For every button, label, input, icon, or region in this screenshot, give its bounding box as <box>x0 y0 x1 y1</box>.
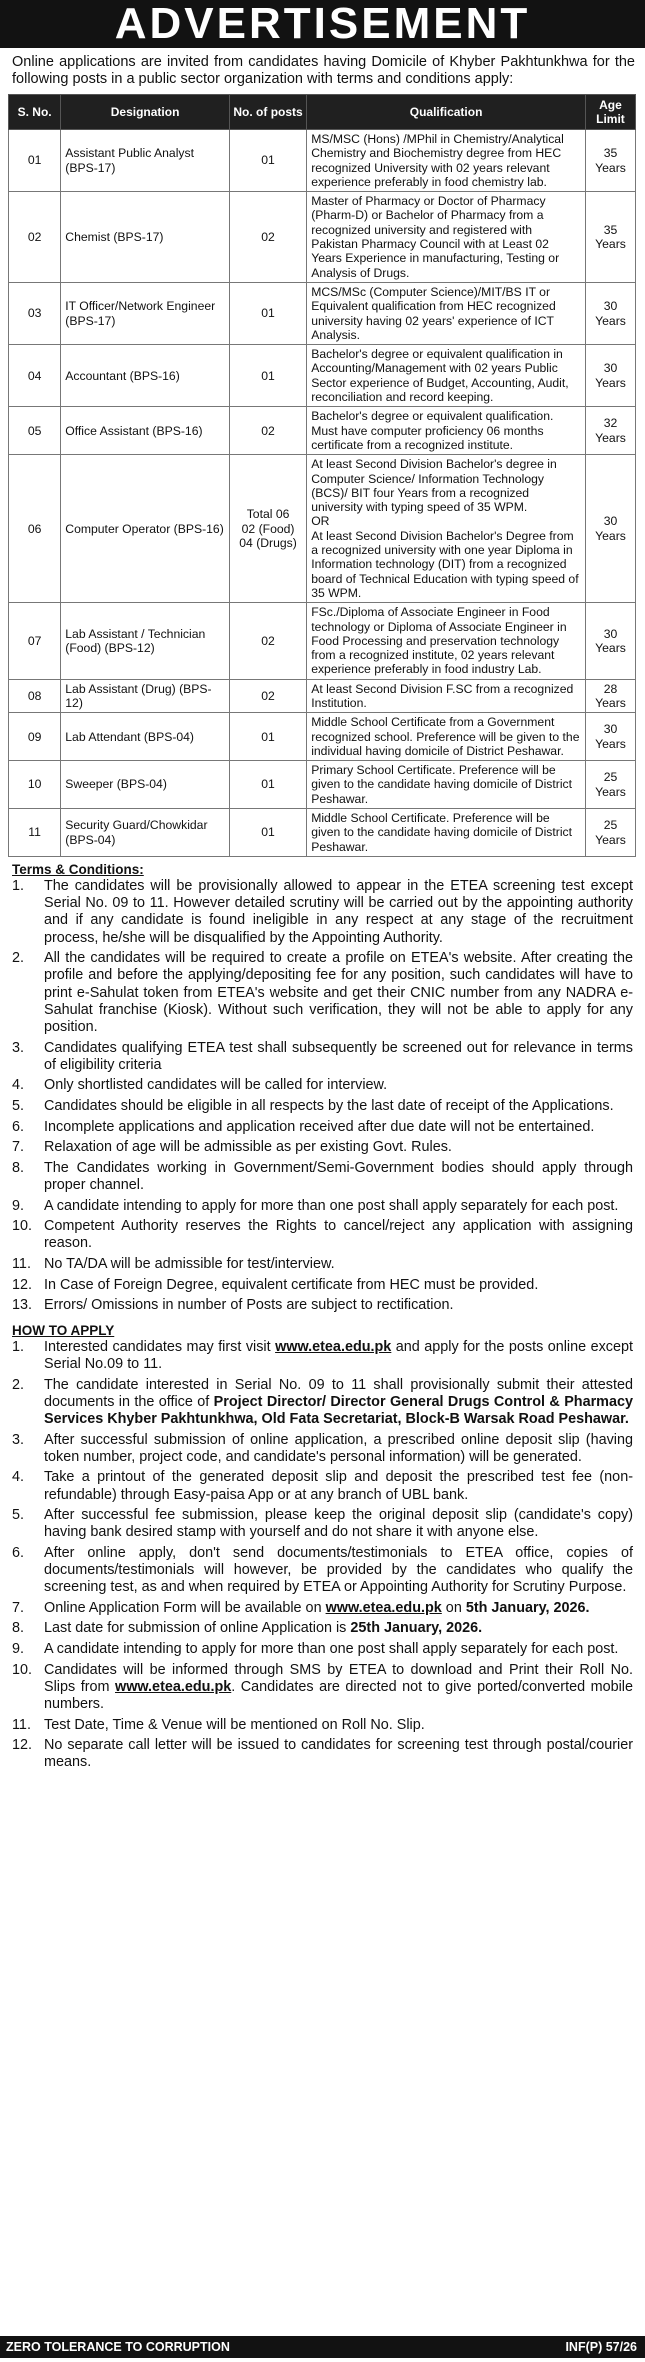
cell-qualification: At least Second Division Bachelor's degree in Computer Science/ Information Technology (BCS)/ BIT four Years from a recognized university with typing speed of 35 WPM. OR At least Second Division Bachelor's Degree from a recognized university with one year Diploma in Information technology (DIT) from a recognized board of Technical Education with typing speed of 35 WPM. <box>307 455 586 603</box>
clause-text: In Case of Foreign Degree, equivalent certificate from HEC must be provided. <box>44 1276 539 1293</box>
cell-posts: 02 <box>229 192 306 283</box>
table-row <box>9 679 636 713</box>
cell-qualification: Middle School Certificate. Preference will be given to the candidate having domicile of District Peshawar. <box>307 809 586 857</box>
header-posts: No. of posts <box>229 95 306 130</box>
list-item: 6. After online apply, don't send documents/testimonials to ETEA office, copies of documents/testimonials will however, be provided by the candidates who qualify the screening test, as and when required by ETEA or Appointing Authority for Scrutiny Purpose. <box>12 1544 633 1596</box>
cell-designation: Computer Operator (BPS-16) <box>61 455 230 603</box>
advertisement-title: ADVERTISEMENT <box>0 0 645 48</box>
terms-list <box>0 878 645 1314</box>
footer-ref-number: INF(P) 57/26 <box>565 2340 637 2354</box>
clause-text: Errors/ Omissions in number of Posts are subject to rectification. <box>44 1297 454 1314</box>
list-item <box>12 1160 633 1194</box>
cell-sno: 06 <box>9 455 61 603</box>
cell-posts: 02 <box>229 603 306 679</box>
list-item <box>12 1119 633 1136</box>
list-item <box>12 1139 633 1156</box>
table-row <box>9 713 636 761</box>
clause-text: Candidates qualifying ETEA test shall subsequently be screened out for relevance in terms of eligibility criteria <box>44 1039 633 1073</box>
clause-number: 6. <box>12 1118 25 1135</box>
cell-sno: 07 <box>9 603 61 679</box>
cell-qualification: MCS/MSc (Computer Science)/MIT/BS IT or Equivalent qualification from HEC recognized university having 02 years' experience of ICT Analysis. <box>307 282 586 344</box>
etea-website-link[interactable]: www.etea.edu.pk <box>115 1678 232 1695</box>
clause-number: 1. <box>12 877 25 894</box>
table-row <box>9 455 636 603</box>
cell-qualification: FSc./Diploma of Associate Engineer in Food technology or Diploma of Associate Engineer in Food Processing and preservation technology from a recognized institute, 02 years relevant experience preferably in food industry Lab. <box>307 603 586 679</box>
cell-qualification: Bachelor's degree or equivalent qualification in Accounting/Management with 02 years Public Sector experience of Budget, Accounting, Audit, reconciliation and record keeping. <box>307 345 586 407</box>
cell-posts: 01 <box>229 130 306 192</box>
cell-qualification: Middle School Certificate from a Government recognized school. Preference will be given to the individual having domicile of District Peshawar. <box>307 713 586 761</box>
cell-designation: Accountant (BPS-16) <box>61 345 230 407</box>
list-item <box>12 878 633 947</box>
list-item: 9. A candidate intending to apply for more than one post shall apply separately for each post. <box>12 1641 619 1658</box>
table-row <box>9 345 636 407</box>
clause-number: 5. <box>12 1097 25 1114</box>
clause-text: Only shortlisted candidates will be called for interview. <box>44 1077 388 1094</box>
cell-age: 25 Years <box>585 761 635 809</box>
how-to-apply-heading: HOW TO APPLY <box>12 1322 115 1338</box>
cell-age: 32 Years <box>585 407 635 455</box>
cell-sno: 01 <box>9 130 61 192</box>
list-item: 11. Test Date, Time & Venue will be mentioned on Roll No. Slip. <box>12 1716 425 1733</box>
clause-text: Competent Authority reserves the Rights to cancel/reject any application with assigning reason. <box>44 1218 633 1252</box>
list-item: 7. Online Application Form will be available on www.etea.edu.pk on 5th January, 2026. <box>12 1599 590 1616</box>
table-row <box>9 761 636 809</box>
cell-age: 30 Years <box>585 455 635 603</box>
list-item: 1. Interested candidates may first visit www.etea.edu.pk and apply for the posts online except Serial No.09 to 11. <box>12 1338 634 1372</box>
cell-designation: Assistant Public Analyst (BPS-17) <box>61 130 230 192</box>
table-header-row <box>9 95 636 130</box>
clause-text: All the candidates will be required to create a profile on ETEA's website. After creating the profile and before the applying/depositing fee for any position, such candidates will have to print e-Sahulat token from ETEA's website and get their CNIC number from any NADRA e-Sahulat franchise (Kiosk). Without such verification, they will not be able to apply for any position. <box>44 950 633 1035</box>
cell-sno: 04 <box>9 345 61 407</box>
list-item <box>12 1077 633 1094</box>
list-item: 5. After successful fee submission, please keep the original deposit slip (candidate's copy) having bank desired stamp with yourself and do not share it with anyone else. <box>12 1507 633 1541</box>
clause-number: 10. <box>12 1218 33 1235</box>
header-qualification: Qualification <box>307 95 586 130</box>
table-row <box>9 407 636 455</box>
office-address: Project Director/ Director General Drugs Control & Pharmacy Services Khyber Pakhtunkhwa, Old Fata Secretariat, Block-B Warsak Road Peshawar. <box>44 1393 633 1427</box>
clause-number: 8. <box>12 1159 25 1176</box>
cell-sno: 11 <box>9 809 61 857</box>
terms-heading: Terms & Conditions: <box>12 861 144 877</box>
footer-slogan: ZERO TOLERANCE TO CORRUPTION <box>6 2340 230 2354</box>
clause-number: 7. <box>12 1139 25 1156</box>
clause-number: 4. <box>12 1077 25 1094</box>
cell-designation: Security Guard/Chowkidar (BPS-04) <box>61 809 230 857</box>
clause-text: Candidates should be eligible in all respects by the last date of receipt of the Applications. <box>44 1097 614 1114</box>
cell-qualification: MS/MSC (Hons) /MPhil in Chemistry/Analytical Chemistry and Biochemistry degree from HEC recognized University with 02 years relevant experience preferably in food chemistry lab. <box>307 130 586 192</box>
posts-table <box>8 94 636 857</box>
cell-qualification: Bachelor's degree or equivalent qualification. Must have computer proficiency 06 months certificate from a recognized institute. <box>307 407 586 455</box>
list-item: 12. No separate call letter will be issued to candidates for screening test through postal/courier means. <box>12 1737 633 1771</box>
cell-age: 30 Years <box>585 603 635 679</box>
cell-sno: 10 <box>9 761 61 809</box>
cell-age: 28 Years <box>585 679 635 713</box>
posts-table-body <box>9 130 636 857</box>
cell-sno: 03 <box>9 282 61 344</box>
list-item <box>12 950 633 1036</box>
table-row <box>9 282 636 344</box>
list-item <box>12 1297 633 1314</box>
etea-website-link[interactable]: www.etea.edu.pk <box>275 1338 392 1355</box>
cell-age: 25 Years <box>585 809 635 857</box>
cell-qualification: Master of Pharmacy or Doctor of Pharmacy (Pharm-D) or Bachelor of Pharmacy from a recognized university and registered with Pakistan Pharmacy Council with at Least 02 Years Experience in manufacturing, Testing or Analysis of Drugs. <box>307 192 586 283</box>
footer-bar <box>0 2336 645 2358</box>
cell-designation: Lab Assistant (Drug) (BPS-12) <box>61 679 230 713</box>
cell-age: 30 Years <box>585 282 635 344</box>
list-item: 3. After successful submission of online application, a prescribed online deposit slip (having token number, project code, and candidate's personal information) will be generated. <box>12 1431 633 1465</box>
intro-text: Online applications are invited from candidates having Domicile of Khyber Pakhtunkhwa for the following posts in a public sector organization with terms and conditions apply: <box>12 54 635 87</box>
cell-designation: Lab Attendant (BPS-04) <box>61 713 230 761</box>
list-item: 8. Last date for submission of online Application is 25th January, 2026. <box>12 1620 483 1637</box>
clause-text: Incomplete applications and application received after due date will not be entertained. <box>44 1118 595 1135</box>
table-row <box>9 809 636 857</box>
clause-text: The Candidates working in Government/Semi-Government bodies should apply through proper channel. <box>44 1159 633 1193</box>
clause-number: 3. <box>12 1039 25 1056</box>
cell-designation: IT Officer/Network Engineer (BPS-17) <box>61 282 230 344</box>
cell-age: 35 Years <box>585 130 635 192</box>
cell-age: 30 Years <box>585 345 635 407</box>
header-age: Age Limit <box>585 95 635 130</box>
cell-sno: 08 <box>9 679 61 713</box>
cell-posts: 01 <box>229 761 306 809</box>
open-date: 5th January, 2026. <box>465 1599 590 1616</box>
cell-posts: 02 <box>229 407 306 455</box>
cell-posts: Total 06 02 (Food) 04 (Drugs) <box>229 455 306 603</box>
last-date: 25th January, 2026. <box>350 1620 483 1637</box>
list-item <box>12 1256 633 1273</box>
table-row <box>9 130 636 192</box>
cell-designation: Office Assistant (BPS-16) <box>61 407 230 455</box>
clause-number: 13. <box>12 1297 33 1314</box>
cell-posts: 01 <box>229 713 306 761</box>
cell-sno: 09 <box>9 713 61 761</box>
cell-posts: 02 <box>229 679 306 713</box>
table-row <box>9 603 636 679</box>
cell-age: 35 Years <box>585 192 635 283</box>
clause-number: 12. <box>12 1276 33 1293</box>
list-item <box>12 1277 633 1294</box>
how-to-apply-list <box>0 1339 645 1772</box>
cell-posts: 01 <box>229 282 306 344</box>
clause-text: Relaxation of age will be admissible as per existing Govt. Rules. <box>44 1139 452 1156</box>
cell-sno: 05 <box>9 407 61 455</box>
list-item <box>12 1040 633 1074</box>
cell-posts: 01 <box>229 809 306 857</box>
list-item: 2. The candidate interested in Serial No. 09 to 11 shall provisionally submit their attested documents in the office of Project Director/ Director General Drugs Control & Pharmacy Services Khyber Pakhtunkhwa, Old Fata Secretariat, Block-B Warsak Road Peshawar. <box>12 1376 633 1427</box>
header-sno: S. No. <box>9 95 61 130</box>
cell-designation: Chemist (BPS-17) <box>61 192 230 283</box>
clause-number: 2. <box>12 950 25 967</box>
list-item <box>12 1198 633 1215</box>
cell-qualification: At least Second Division F.SC from a recognized Institution. <box>307 679 586 713</box>
table-row <box>9 192 636 283</box>
list-item <box>12 1098 633 1115</box>
clause-text: The candidates will be provisionally allowed to appear in the ETEA screening test except Serial No. 09 to 11. However detailed scrutiny will be carried out by the appointing authority and if any candidate is found ineligible in any respect at any stage of the recruitment process, he/she will be disqualified by the Appointing Authority. <box>44 877 633 946</box>
list-item: 4. Take a printout of the generated deposit slip and deposit the prescribed test fee (non-refundable) through Easy-paisa App or at any branch of UBL bank. <box>12 1469 633 1503</box>
clause-text: A candidate intending to apply for more than one post shall apply separately for each post. <box>44 1197 619 1214</box>
clause-number: 11. <box>12 1255 31 1272</box>
cell-posts: 01 <box>229 345 306 407</box>
clause-text: No TA/DA will be admissible for test/interview. <box>44 1255 335 1272</box>
cell-designation: Sweeper (BPS-04) <box>61 761 230 809</box>
etea-website-link[interactable]: www.etea.edu.pk <box>325 1599 442 1616</box>
header-designation: Designation <box>61 95 230 130</box>
cell-sno: 02 <box>9 192 61 283</box>
cell-designation: Lab Assistant / Technician (Food) (BPS-12) <box>61 603 230 679</box>
list-item <box>12 1218 633 1252</box>
cell-age: 30 Years <box>585 713 635 761</box>
clause-number: 9. <box>12 1197 25 1214</box>
list-item: 10. Candidates will be informed through SMS by ETEA to download and Print their Roll No. Slips from www.etea.edu.pk. Candidates are directed not to give ported/converted mobile numbers. <box>12 1661 633 1713</box>
cell-qualification: Primary School Certificate. Preference will be given to the candidate having domicile of District Peshawar. <box>307 761 586 809</box>
